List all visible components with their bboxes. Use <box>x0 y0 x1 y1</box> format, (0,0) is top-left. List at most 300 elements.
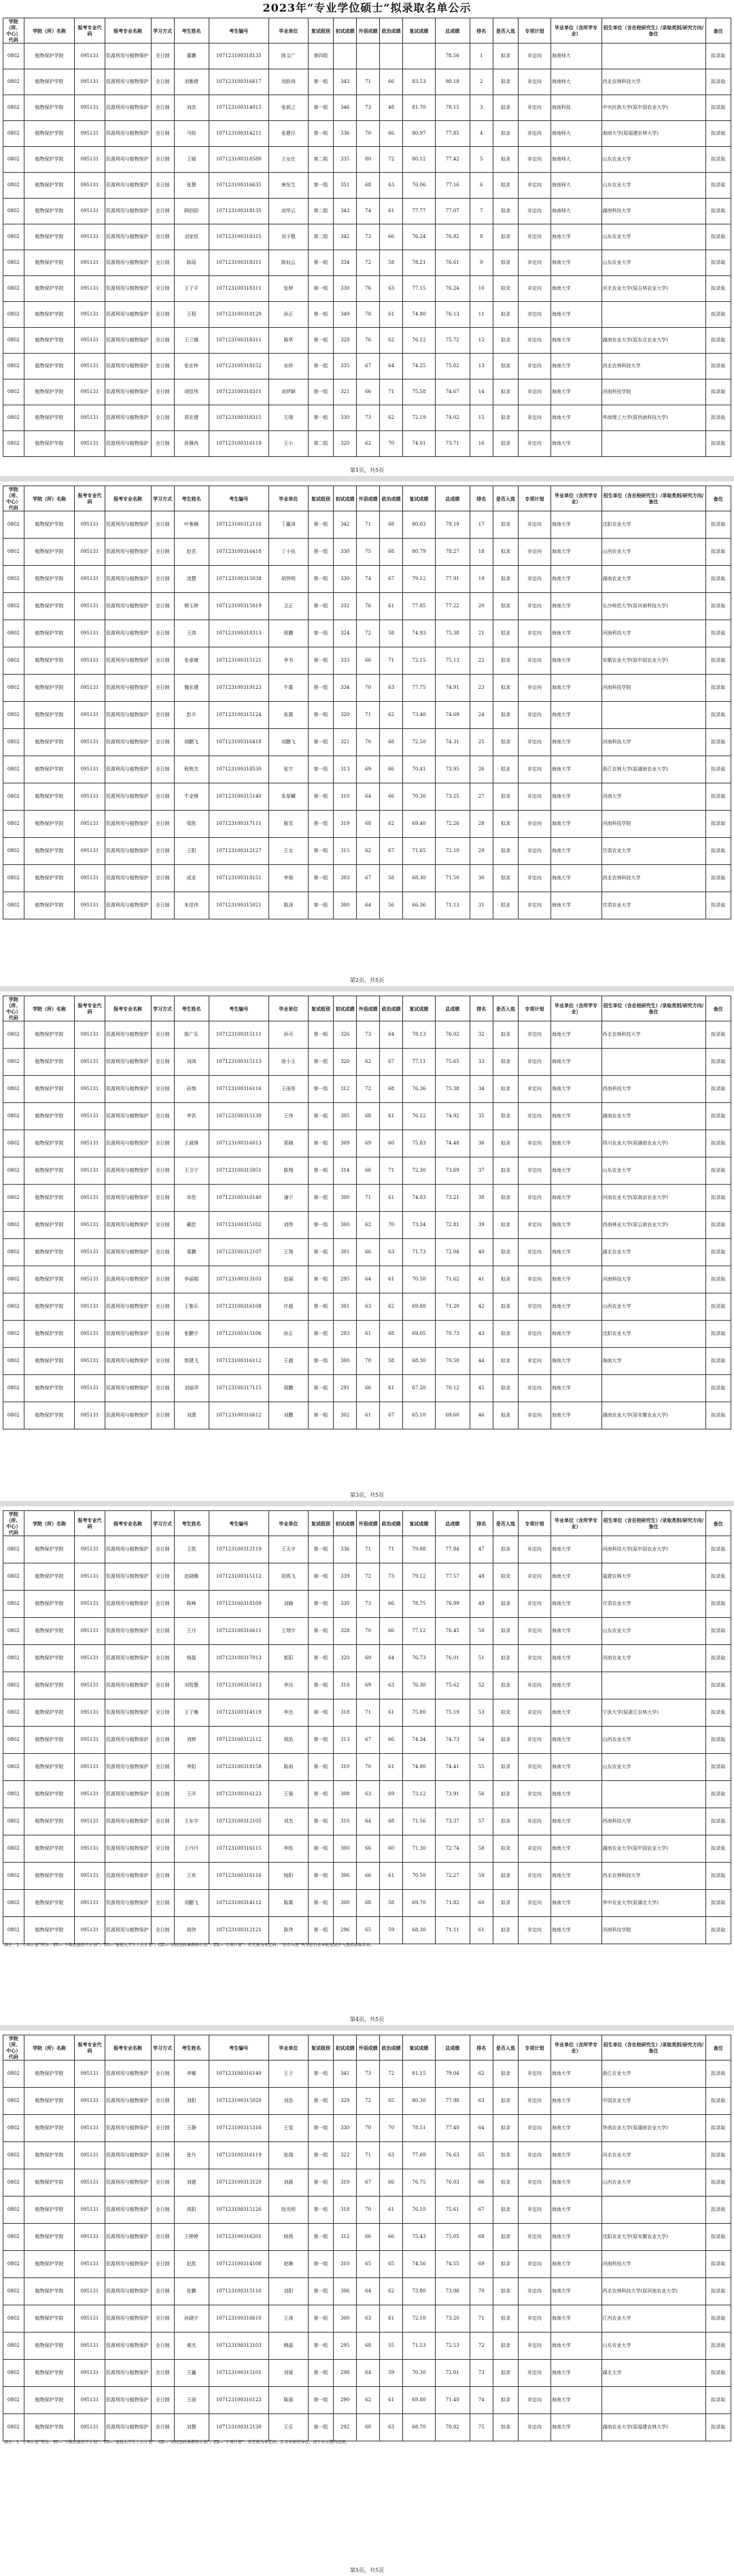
column-header: 排名 <box>470 18 493 44</box>
table-cell: 71 <box>357 1699 380 1727</box>
table-cell: 301 <box>334 1239 357 1266</box>
column-header: 备注 <box>705 486 731 511</box>
table-cell: 62 <box>380 811 403 838</box>
table-cell: 107123100318152 <box>209 354 268 379</box>
table-cell: 71.56 <box>403 1808 436 1835</box>
table-cell: 61 <box>380 1103 403 1130</box>
table-row <box>3 1672 731 1699</box>
table-cell: 70 <box>357 1348 380 1375</box>
table-row <box>3 354 731 379</box>
table-cell: 107123100314112 <box>209 1890 268 1917</box>
table-cell: 郑晓 <box>268 1130 308 1157</box>
page-sheet <box>0 481 734 986</box>
table-cell: 0802 <box>3 1321 24 1348</box>
table-cell: 107123100316140 <box>209 1185 268 1212</box>
table-cell: 非定向 <box>519 1645 551 1672</box>
table-cell: 66 <box>380 2169 403 2197</box>
table-cell: 107123100315101 <box>209 2360 268 2387</box>
table-cell: 全日制 <box>151 1917 174 1944</box>
table-cell: 23 <box>470 675 493 702</box>
table-cell: 福建农林大学 <box>601 1563 705 1591</box>
table-cell: 非定向 <box>519 69 551 95</box>
table-cell: 全日制 <box>151 2387 174 2414</box>
table-cell: 西北农林科技大学 <box>601 865 705 892</box>
table-cell: 62 <box>380 2278 403 2305</box>
table-cell: 0802 <box>3 224 24 250</box>
table-cell: 海南大学 <box>550 1103 601 1130</box>
table-cell: 0802 <box>3 1375 24 1402</box>
table-cell: 66 <box>380 224 403 250</box>
table-cell: 80.18 <box>435 69 470 95</box>
column-header: 毕业单位（含所学专业） <box>550 18 601 44</box>
table-cell: 333 <box>334 647 357 675</box>
table-cell: 74.00 <box>403 1754 436 1781</box>
table-cell: 0802 <box>3 1591 24 1618</box>
table-cell: 第一组 <box>308 593 333 620</box>
table-cell: 107123100315113 <box>209 1049 268 1076</box>
table-cell: 四川农业大学(原湖南农业大学) <box>601 1130 705 1157</box>
table-cell: 植物保护学院 <box>24 2197 75 2224</box>
table-cell: 植物保护学院 <box>24 1402 75 1429</box>
column-header: 是否入选 <box>493 18 518 44</box>
table-cell: 植物保护学院 <box>24 2142 75 2169</box>
table-cell: 69 <box>357 756 380 783</box>
admission-table <box>3 996 731 1429</box>
page-number: 第5页，共5页 <box>349 2567 385 2573</box>
table-cell: 71 <box>357 2142 380 2169</box>
column-header: 政治成绩 <box>380 486 403 511</box>
table-cell: 刘婷 <box>174 1727 209 1754</box>
table-cell: 107123100312112 <box>209 1727 268 1754</box>
table-cell: 70.30 <box>403 783 436 811</box>
table-cell: 343 <box>334 69 357 95</box>
table-cell: 107123100318315 <box>209 405 268 431</box>
table-cell: 拟录 <box>493 2387 518 2414</box>
table-cell: 植物保护学院 <box>24 69 75 95</box>
table-cell: 71.73 <box>403 1239 436 1266</box>
table-cell: 拟录 <box>493 2142 518 2169</box>
table-cell: 拟录取 <box>705 811 731 838</box>
table-cell: 63 <box>380 1672 403 1699</box>
table-cell: 全日制 <box>151 1618 174 1645</box>
table-cell: 拟录 <box>493 1049 518 1076</box>
table-cell: 310 <box>334 1754 357 1781</box>
table-cell: 15 <box>470 405 493 431</box>
table-cell: 107123100316611 <box>209 1618 268 1645</box>
table-cell: 拟录 <box>493 1212 518 1239</box>
table-cell: 107123100312107 <box>209 1239 268 1266</box>
table-cell: 292 <box>334 2414 357 2441</box>
table-cell: 邢鹏 <box>268 620 308 647</box>
table-cell: 湖北农业大学 <box>601 1239 705 1266</box>
table-cell: 陈丽 <box>268 2387 308 2414</box>
table-cell: 61 <box>380 593 403 620</box>
table-cell: 拟录 <box>493 2305 518 2333</box>
table-cell: 72.74 <box>435 1835 470 1863</box>
column-header: 学习方式 <box>151 18 174 44</box>
table-cell: 66 <box>380 121 403 147</box>
table-cell: 0802 <box>3 1727 24 1754</box>
table-cell: 拟录 <box>493 675 518 702</box>
table-cell: 107123100315140 <box>209 783 268 811</box>
table-cell: 刘杰 <box>268 1808 308 1835</box>
table-cell: 61 <box>380 1185 403 1212</box>
table-cell: 海南大学 <box>550 2142 601 2169</box>
table-cell: 张慧 <box>174 173 209 199</box>
table-cell: 全日制 <box>151 1727 174 1754</box>
table-cell: 拟录取 <box>705 1293 731 1321</box>
table-cell: 095131 <box>75 2360 105 2387</box>
table-cell: 植物保护学院 <box>24 379 75 405</box>
table-cell: 76.13 <box>435 302 470 328</box>
table-cell: 107123100318311 <box>209 276 268 302</box>
table-cell: 唐发生 <box>268 173 308 199</box>
table-cell <box>601 1375 705 1402</box>
table-cell: 29 <box>470 838 493 865</box>
table-cell: 296 <box>334 1917 357 1944</box>
table-cell: 313 <box>334 756 357 783</box>
table-cell: 非定向 <box>519 1157 551 1185</box>
table-cell: 植物保护学院 <box>24 1645 75 1672</box>
table-cell: 海南大学 <box>550 2088 601 2115</box>
table-row <box>3 1699 731 1727</box>
table-cell: 0802 <box>3 2169 24 2197</box>
table-cell: 非定向 <box>519 1863 551 1890</box>
table-cell: 海南大学 <box>550 2387 601 2414</box>
table-cell: 山东农业大学 <box>601 224 705 250</box>
table-cell: 36 <box>470 1130 493 1157</box>
table-cell: 62 <box>357 2387 380 2414</box>
column-header: 复试成绩 <box>403 996 436 1021</box>
table-cell: 资源利用与植物保护 <box>105 147 151 173</box>
column-header: 外语成绩 <box>357 996 380 1021</box>
table-cell: 67.20 <box>403 1375 436 1402</box>
table-cell: 315 <box>334 838 357 865</box>
table-cell: 资源利用与植物保护 <box>105 511 151 539</box>
table-row <box>3 2305 731 2333</box>
table-cell: 61 <box>380 2305 403 2333</box>
table-cell: 沈阳农业大学(原安徽农业大学) <box>601 2224 705 2251</box>
column-header: 报考专业代码 <box>75 2035 105 2061</box>
table-cell: 66 <box>357 1157 380 1185</box>
table-cell: 76.24 <box>403 224 436 250</box>
table-cell: 71.13 <box>435 892 470 919</box>
table-cell: 拟录取 <box>705 1049 731 1076</box>
table-cell: 拟录 <box>493 354 518 379</box>
table-cell: 107123100314108 <box>209 2251 268 2278</box>
table-cell: 植物保护学院 <box>24 173 75 199</box>
table-cell: 拟录取 <box>705 1536 731 1563</box>
table-cell: 王凯 <box>174 1536 209 1563</box>
table-cell: 拟录 <box>493 405 518 431</box>
table-cell: 海南大学 <box>550 1239 601 1266</box>
table-cell: 植物保护学院 <box>24 593 75 620</box>
table-cell: 第一组 <box>308 379 333 405</box>
page-number: 第2页，共5页 <box>349 977 385 983</box>
table-cell: 海南大学 <box>550 1321 601 1348</box>
table-cell: 76.06 <box>403 173 436 199</box>
table-cell: 全日制 <box>151 1754 174 1781</box>
table-cell: 44 <box>470 1348 493 1375</box>
table-cell: 拟录 <box>493 892 518 919</box>
table-cell: 拟录 <box>493 1103 518 1130</box>
table-cell: 张丹 <box>174 2142 209 2169</box>
table-cell: 326 <box>334 1021 357 1049</box>
table-cell: 孙翔 <box>174 1076 209 1103</box>
table-cell: 山东农业大学 <box>601 1618 705 1645</box>
table-cell: 107123100315020 <box>209 2088 268 2115</box>
table-cell: 拟录 <box>493 1835 518 1863</box>
table-cell: 73.25 <box>435 783 470 811</box>
table-cell: 非定向 <box>519 539 551 566</box>
table-cell: 0802 <box>3 173 24 199</box>
table-cell <box>601 702 705 729</box>
table-cell: 拟录 <box>493 1591 518 1618</box>
column-header: 学院（所）名称 <box>24 996 75 1021</box>
table-cell: 第一组 <box>308 302 333 328</box>
table-cell: 拟录取 <box>705 69 731 95</box>
table-cell: 海南大学 <box>550 328 601 354</box>
table-cell: 植物保护学院 <box>24 405 75 431</box>
table-cell: 第一组 <box>308 2061 333 2088</box>
table-row <box>3 2278 731 2305</box>
table-cell: 河南科技大学(原中国农业大学) <box>601 1536 705 1563</box>
table-cell: 75 <box>357 539 380 566</box>
table-cell: 095131 <box>75 2387 105 2414</box>
table-cell: 095131 <box>75 431 105 457</box>
table-cell: 095131 <box>75 405 105 431</box>
table-cell: 095131 <box>75 1375 105 1402</box>
table-cell: 拟录取 <box>705 302 731 328</box>
table-cell: 资源利用与植物保护 <box>105 1563 151 1591</box>
table-cell: 资源利用与植物保护 <box>105 1375 151 1402</box>
table-cell: 全日制 <box>151 2251 174 2278</box>
table-cell: 成亚 <box>174 865 209 892</box>
table-cell: 61 <box>380 302 403 328</box>
table-cell: 39 <box>470 1212 493 1239</box>
table-cell: 陈仙云 <box>268 250 308 276</box>
column-header: 备注 <box>705 2035 731 2061</box>
table-cell: 335 <box>334 147 357 173</box>
table-cell: 74.67 <box>435 379 470 405</box>
table-cell: 海南大学 <box>550 2169 601 2197</box>
table-cell: 海南大学 <box>550 1890 601 1917</box>
table-cell: 张鹏 <box>174 2278 209 2305</box>
table-cell: 植物保护学院 <box>24 1021 75 1049</box>
table-cell: 71 <box>357 1185 380 1212</box>
column-header: 复试组别 <box>308 996 333 1021</box>
table-cell: 拟录取 <box>705 224 731 250</box>
document-title: 2023年“专业学位硕士”拟录取名单公示 <box>262 1 472 14</box>
table-cell: 拟录 <box>493 2414 518 2441</box>
table-cell: 42 <box>470 1293 493 1321</box>
table-cell: 拟录取 <box>705 647 731 675</box>
column-header: 毕业单位 <box>268 18 308 44</box>
column-header: 是否入选 <box>493 486 518 511</box>
table-cell: 第一组 <box>308 1103 333 1130</box>
table-cell: 300 <box>334 1890 357 1917</box>
column-header: 总成绩 <box>435 996 470 1021</box>
table-cell: 320 <box>334 431 357 457</box>
table-cell: 76.73 <box>403 1645 436 1672</box>
table-cell: 资源利用与植物保护 <box>105 593 151 620</box>
table-cell: 62 <box>380 328 403 354</box>
table-cell: 73.96 <box>435 2278 470 2305</box>
table-cell: 资源利用与植物保护 <box>105 1266 151 1293</box>
table-cell: 植物保护学院 <box>24 1536 75 1563</box>
table-cell: 第一组 <box>308 756 333 783</box>
table-cell: 植物保护学院 <box>24 566 75 593</box>
table-cell: 资源利用与植物保护 <box>105 2333 151 2360</box>
table-cell: 第一组 <box>308 702 333 729</box>
column-header: 专项计划 <box>519 18 551 44</box>
table-cell: 107123100316119 <box>209 2142 268 2169</box>
table-cell: 66 <box>470 2169 493 2197</box>
table-cell: 拟录 <box>493 302 518 328</box>
table-cell: 77.77 <box>403 199 436 224</box>
column-header: 备注 <box>705 1511 731 1536</box>
table-cell: 资源利用与植物保护 <box>105 354 151 379</box>
table-cell: 胡伟 <box>174 1917 209 1944</box>
table-cell: 71 <box>470 2305 493 2333</box>
table-cell: 107123100315038 <box>209 566 268 593</box>
table-cell: 71 <box>357 511 380 539</box>
table-cell: 海南大学 <box>550 1266 601 1293</box>
table-cell: 河南科技学院 <box>601 1917 705 1944</box>
table-row <box>3 276 731 302</box>
table-cell: 0802 <box>3 539 24 566</box>
table-cell: 095131 <box>75 250 105 276</box>
table-cell: 非定向 <box>519 1591 551 1618</box>
table-cell: 107123100313103 <box>209 1266 268 1293</box>
table-cell: 68 <box>357 811 380 838</box>
table-cell: 非定向 <box>519 2142 551 2169</box>
table-cell: 全日制 <box>151 566 174 593</box>
table-row <box>3 838 731 865</box>
table-cell: 梁凯 <box>174 811 209 838</box>
table-cell: 107123100316116 <box>209 1863 268 1890</box>
table-cell: 76.61 <box>435 250 470 276</box>
table-cell: 王小 <box>268 431 308 457</box>
table-cell: 60 <box>357 2414 380 2441</box>
table-cell: 095131 <box>75 1727 105 1754</box>
table-cell: 全日制 <box>151 2360 174 2387</box>
table-cell: 0802 <box>3 1618 24 1645</box>
column-header: 复试组别 <box>308 2035 333 2061</box>
table-cell: 凌慧 <box>174 566 209 593</box>
table-cell: 第一组 <box>308 1185 333 1212</box>
column-header: 专项计划 <box>519 2035 551 2061</box>
table-cell: 77.84 <box>435 1536 470 1563</box>
column-header: 排名 <box>470 2035 493 2061</box>
table-cell: 孙正 <box>268 1321 308 1348</box>
table-cell: 资源利用与植物保护 <box>105 95 151 121</box>
table-cell: 76 <box>357 593 380 620</box>
table-cell: 王翔 <box>268 1239 308 1266</box>
table-row <box>3 1591 731 1618</box>
table-cell: 319 <box>334 2169 357 2197</box>
table-cell: 拟录 <box>493 1618 518 1645</box>
column-header: 外语成绩 <box>357 2035 380 2061</box>
table-cell: 资源利用与植物保护 <box>105 121 151 147</box>
table-cell: 拟录 <box>493 1076 518 1103</box>
table-cell: 095131 <box>75 1321 105 1348</box>
table-cell: 资源利用与植物保护 <box>105 1781 151 1808</box>
table-cell: 24 <box>470 702 493 729</box>
table-cell: 0802 <box>3 1103 24 1130</box>
table-cell: 非定向 <box>519 865 551 892</box>
table-cell: 非定向 <box>519 1239 551 1266</box>
table-row <box>3 1835 731 1863</box>
column-header: 考生姓名 <box>174 486 209 511</box>
table-cell: 全日制 <box>151 2278 174 2305</box>
table-cell: 第一组 <box>308 173 333 199</box>
table-cell: 095131 <box>75 566 105 593</box>
table-cell: 28 <box>470 811 493 838</box>
table-cell: 107123100315130 <box>209 1103 268 1130</box>
table-cell: 资源利用与植物保护 <box>105 1917 151 1944</box>
column-header: 学习方式 <box>151 486 174 511</box>
column-header: 总成绩 <box>435 486 470 511</box>
table-cell: 107123100315019 <box>209 593 268 620</box>
column-header: 考生编号 <box>209 486 268 511</box>
table-cell: 75.02 <box>435 354 470 379</box>
table-cell: 全日制 <box>151 95 174 121</box>
table-cell: 拟录 <box>493 1266 518 1293</box>
table-cell: 资源利用与植物保护 <box>105 1076 151 1103</box>
table-cell: 13 <box>470 354 493 379</box>
table-cell: 拟录 <box>493 1863 518 1890</box>
table-cell: 西北农林科技大学 <box>601 69 705 95</box>
table-cell: 095131 <box>75 1835 105 1863</box>
column-header: 毕业单位 <box>268 486 308 511</box>
table-cell: 王翔宇 <box>268 1618 308 1645</box>
table-cell: 拟录 <box>493 2224 518 2251</box>
table-cell: 107123100313103 <box>209 2333 268 2360</box>
table-cell: 70.12 <box>435 1375 470 1402</box>
table-cell: 海南大学 <box>550 405 601 431</box>
table-cell: 资源利用与植物保护 <box>105 1021 151 1049</box>
table-cell: 75.38 <box>435 620 470 647</box>
table-cell: 63 <box>380 276 403 302</box>
table-cell: 095131 <box>75 1699 105 1727</box>
table-header-row <box>3 18 731 44</box>
table-cell: 刘鹏飞 <box>174 1890 209 1917</box>
table-cell: 095131 <box>75 1672 105 1699</box>
table-cell: 海南大学 <box>550 250 601 276</box>
table-cell: 330 <box>334 2115 357 2142</box>
table-cell: 63 <box>380 1239 403 1266</box>
table-cell: 57 <box>470 1808 493 1835</box>
table-cell: 107123100315124 <box>209 702 268 729</box>
table-cell: 095131 <box>75 1130 105 1157</box>
column-header: 考生编号 <box>209 18 268 44</box>
table-cell: 095131 <box>75 354 105 379</box>
table-cell: 非定向 <box>519 328 551 354</box>
table-cell: 第一组 <box>308 620 333 647</box>
table-cell: 拟录取 <box>705 1212 731 1239</box>
table-cell: 75.61 <box>435 2197 470 2224</box>
table-cell: 海南大学 <box>550 1917 601 1944</box>
table-cell <box>601 302 705 328</box>
table-cell: 拟录 <box>493 328 518 354</box>
table-cell: 63 <box>380 2414 403 2441</box>
table-cell: 095131 <box>75 1402 105 1429</box>
table-cell: 葛鹏 <box>174 1239 209 1266</box>
table-cell: 0802 <box>3 1563 24 1591</box>
table-cell: 海南大学 <box>550 2360 601 2387</box>
column-header: 招生单位（含在校研究生）/录取类别/研究方向/备注 <box>601 18 705 44</box>
